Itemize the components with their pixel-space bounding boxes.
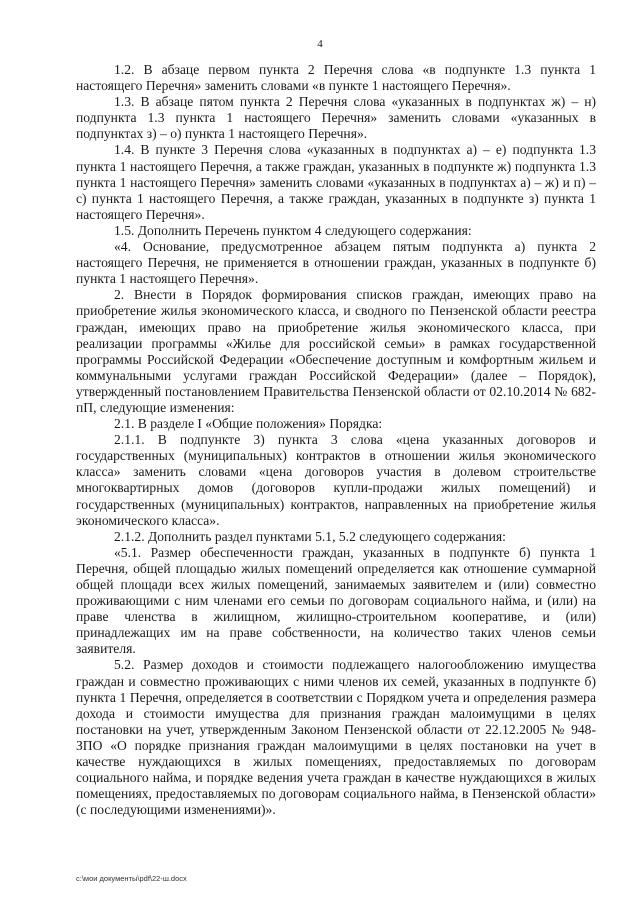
paragraph-2: 2. Внести в Порядок формирования списков граждан, имеющих право на приобретение жилья экономического класса, и сводного по Пензенской области реестра граждан, имеющих право на приобретение жилья экономического класса, при реализации программы «Жилье для российской семьи» в рамках государственной программы Российской Федерации «Обеспечение доступным и комфортным жильем и коммунальными услугами граждан Российской Федерации» (далее – Порядок), утвержденный постановлением Правительства Пензенской области от 02.10.2014 № 682-пП, следующие изменения: <box>76 287 596 415</box>
document-body <box>76 62 596 818</box>
paragraph-1-5: 1.5. Дополнить Перечень пунктом 4 следующего содержания: <box>114 222 472 238</box>
paragraph-2-1-2: 2.1.2. Дополнить раздел пунктами 5.1, 5.2 следующего содержания: <box>114 528 506 544</box>
paragraph-1-2: 1.2. В абзаце первом пункта 2 Перечня слова «в подпункте 1.3 пункта 1 настоящего Перечня» заменить словами «в пункте 1 настоящего Перечня». <box>76 62 596 94</box>
paragraph-1-3: 1.3. В абзаце пятом пункта 2 Перечня слова «указанных в подпунктах ж) – н) подпункта 1.3 пункта 1 настоящего Перечня» заменить словами «указанных в подпунктах з) – о) пункта 1 настоящего Перечня». <box>76 94 596 142</box>
paragraph-2-1: 2.1. В разделе I «Общие положения» Порядка: <box>114 416 383 432</box>
paragraph-5-1: «5.1. Размер обеспеченности граждан, указанных в подпункте б) пункта 1 Перечня, общей площадью жилых помещений определяется как отношение суммарной общей площади всех жилых помещений, занимаемых заявителем и (или) совместно проживающими с ним членами его семьи по договорам социального найма, и (или) на праве членства в жилищном, жилищно-строительном кооперативе, и (или) принадлежащих им на праве собственности, на количество таких членов семьи заявителя. <box>76 544 596 657</box>
paragraph-2-1-1: 2.1.1. В подпункте 3) пункта 3 слова «цена указанных договоров и государственных (муниципальных) контрактов в отношении жилья экономического класса» заменить словами «цена договоров участия в долевом строительстве многоквартирных домов (договоров купли-продажи жилых помещений) и государственных (муниципальных) контрактов, направленных на приобретение жилья экономического класса». <box>76 432 596 528</box>
page-number: 4 <box>317 38 323 50</box>
paragraph-5-2: 5.2. Размер доходов и стоимости подлежащего налогообложению имущества граждан и совместно проживающих с ними членов их семей, указанных в подпункте б) пункта 1 Перечня, определяется в соответствии с Порядком учета и определения размера дохода и стоимости имущества для признания граждан малоимущими в целях постановки на учет, утвержденным Законом Пензенской области от 22.12.2005 № 948-ЗПО «О порядке признания граждан малоимущими в целях постановки на учет в качестве нуждающихся в жилых помещениях, предоставляемых по договорам социального найма, и порядке ведения учета граждан в качестве нуждающихся в жилых помещениях, предоставляемых по договорам социального найма, в Пензенской области» (с последующими изменениями)». <box>76 657 596 818</box>
paragraph-quote-4: «4. Основание, предусмотренное абзацем пятым подпункта а) пункта 2 настоящего Перечня, не применяется в отношении граждан, указанных в подпункте б) пункта 1 настоящего Перечня». <box>76 239 596 287</box>
footer-file-path: c:\мои документы\pdf\22-ш.docx <box>76 874 187 883</box>
paragraph-1-4: 1.4. В пункте 3 Перечня слова «указанных в подпунктах а) – е) подпункта 1.3 пункта 1 настоящего Перечня, а также граждан, указанных в подпункте ж) подпункта 1.3 пункта 1 настоящего Перечня» заменить словами «указанных в подпунктах а) – ж) и п) – с) пункта 1 настоящего Перечня, а также граждан, указанных в подпункте з) пункта 1 настоящего Перечня». <box>76 142 596 222</box>
